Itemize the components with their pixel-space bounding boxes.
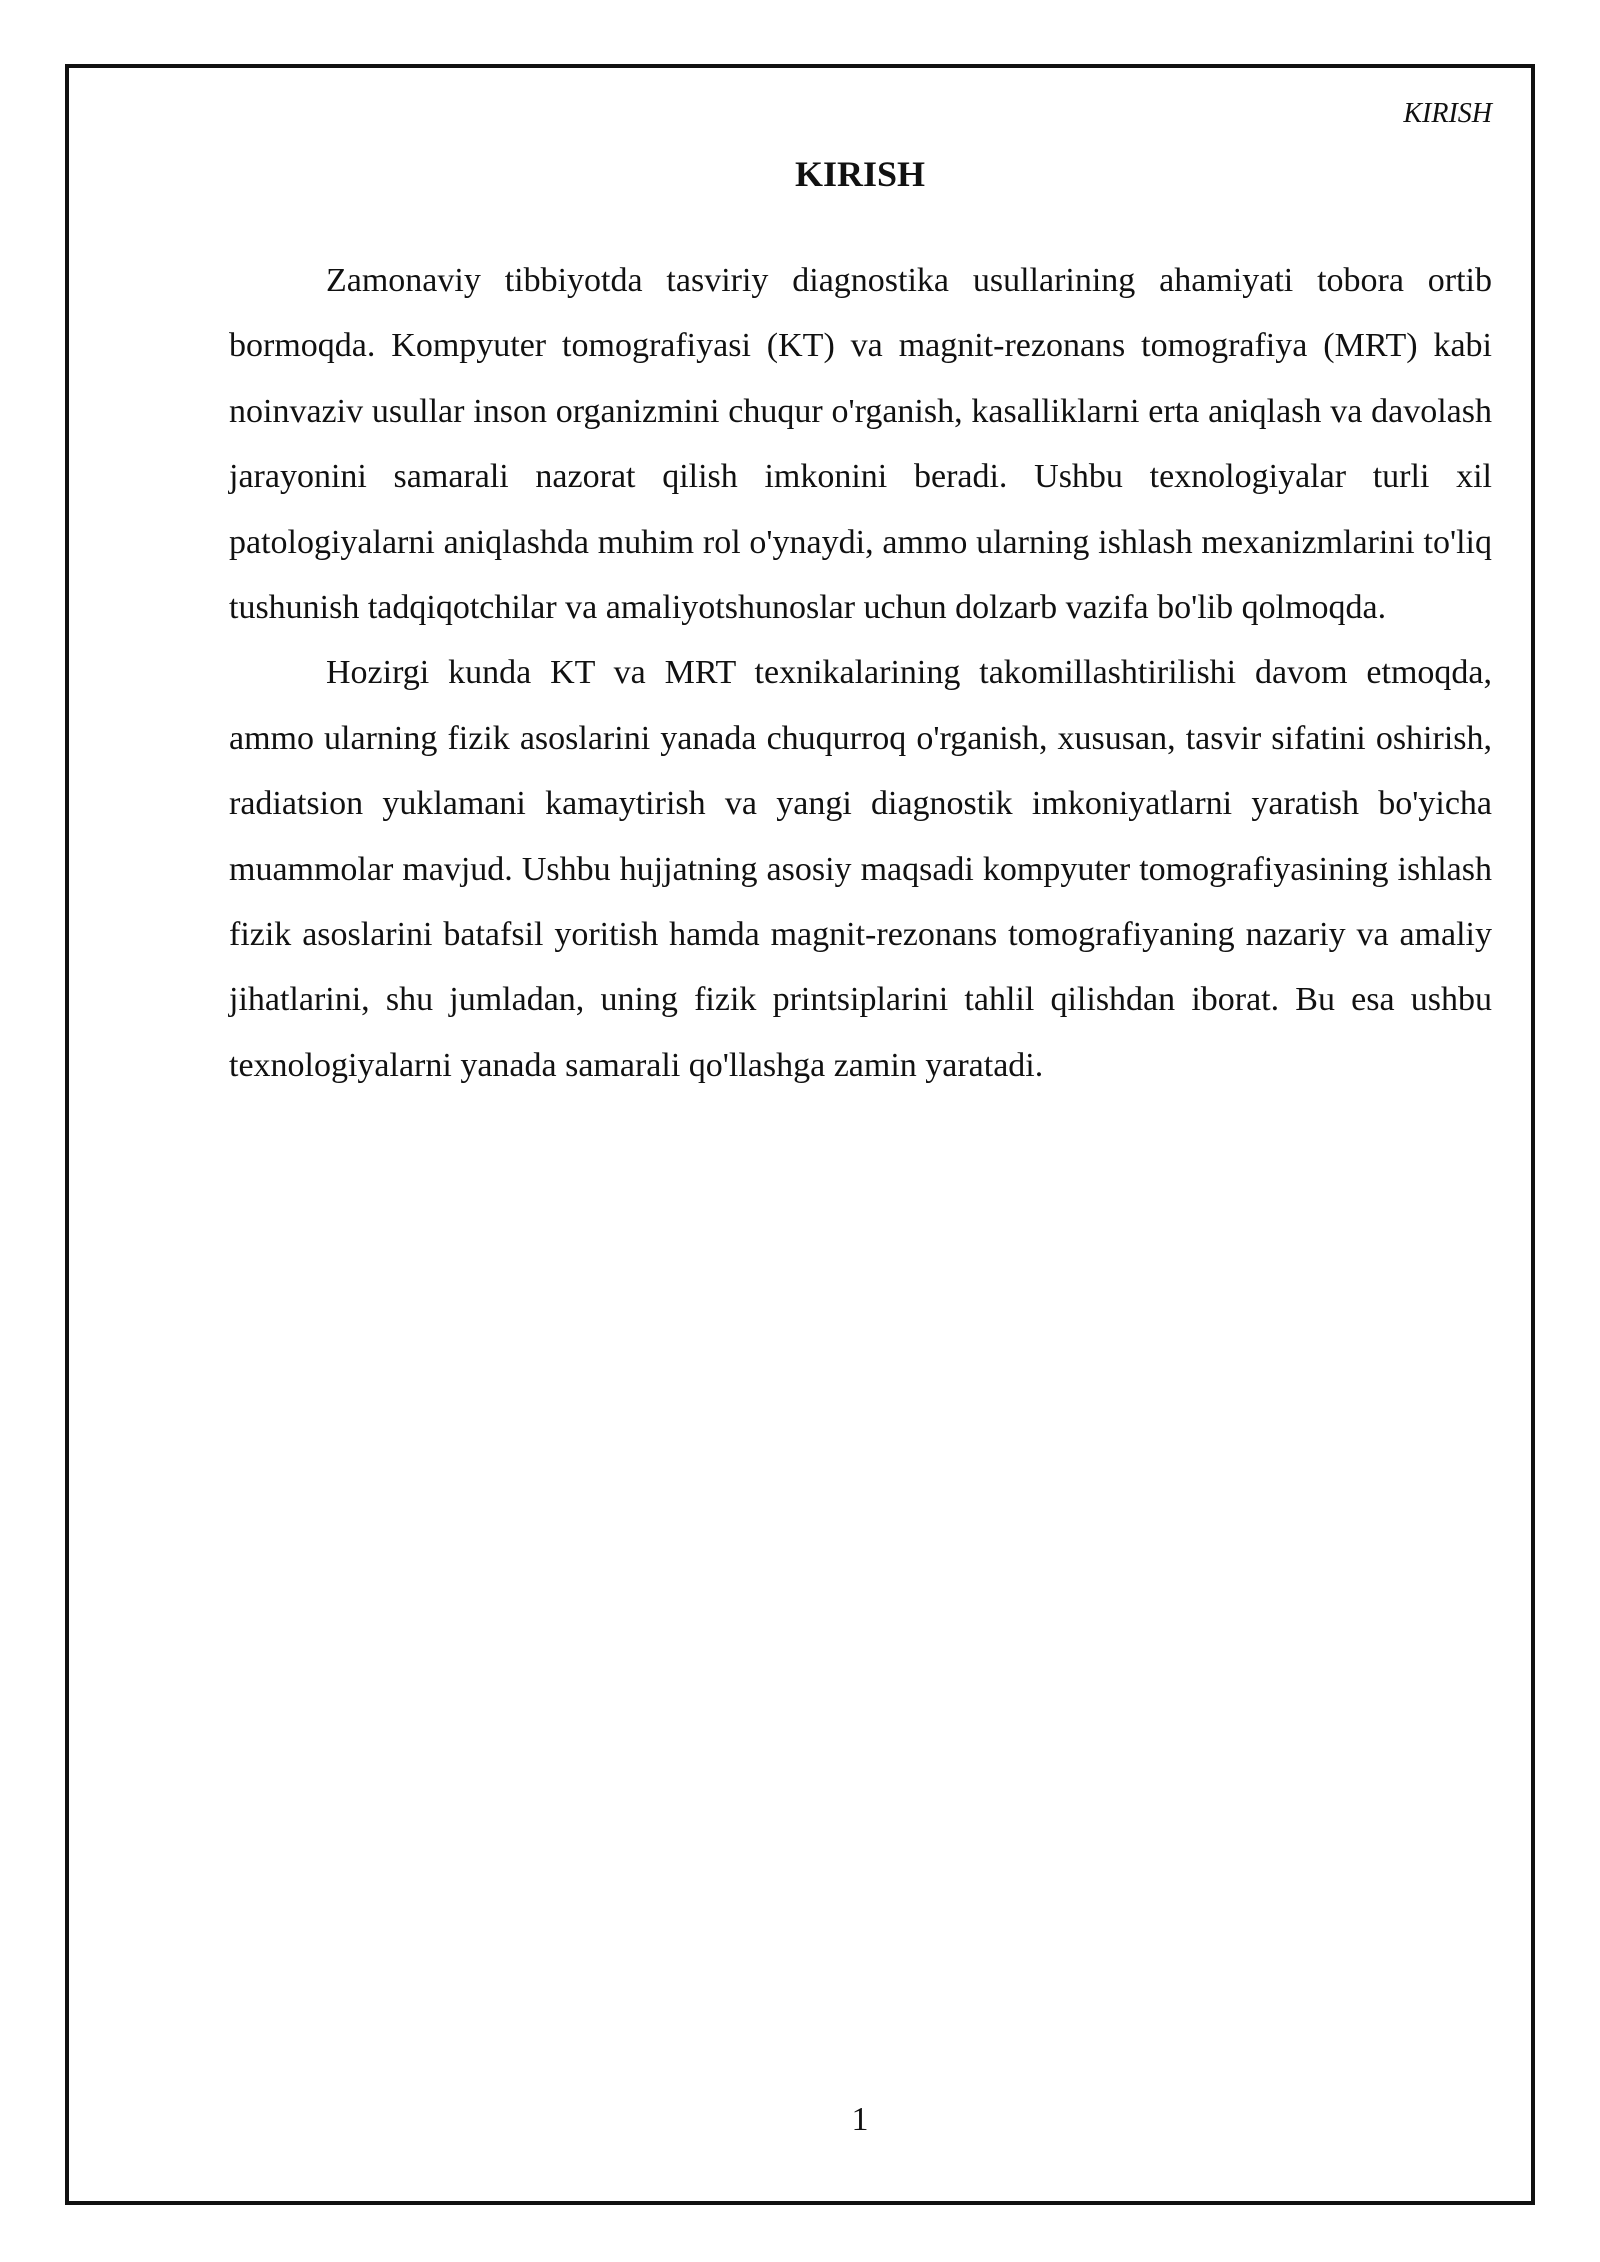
running-header: KIRISH [1403, 98, 1492, 129]
body-text [229, 248, 1492, 1098]
paragraph-2: Hozirgi kunda KT va MRT texnikalarining takomillashtirilishi davom etmoqda, ammo ularning fizik asoslarini yanada chuqurroq o'rganish, xususan, tasvir sifatini oshirish, radiatsion yuklamani kamaytirish va yangi diagnostik imkoniyatlarni yaratish bo'yicha muammolar mavjud. Ushbu hujjatning asosiy maqsadi kompyuter tomografiyasining ishlash fizik asoslarini batafsil yoritish hamda magnit-rezonans tomografiyaning nazariy va amaliy jihatlarini, shu jumladan, uning fizik printsiplarini tahlil qilishdan iborat. Bu esa ushbu texnologiyalarni yanada samarali qo'llashga zamin yaratadi. [229, 654, 1492, 1084]
page-number: 1 [851, 2101, 869, 2138]
paragraph-1: Zamonaviy tibbiyotda tasviriy diagnostika usullarining ahamiyati tobora ortib bormoqda. Kompyuter tomografiyasi (KT) va magnit-rezonans tomografiya (MRT) kabi noinvaziv usullar inson organizmini chuqur o'rganish, kasalliklarni erta aniqlash va davolash jarayonini samarali nazorat qilish imkonini beradi. Ushbu texnologiyalar turli xil patologiyalarni aniqlashda muhim rol o'ynaydi, ammo ularning ishlash mexanizmlarini to'liq tushunish tadqiqotchilar va amaliyotshunoslar uchun dolzarb vazifa bo'lib qolmoqda. [229, 262, 1492, 627]
page-title: KIRISH [794, 154, 926, 194]
